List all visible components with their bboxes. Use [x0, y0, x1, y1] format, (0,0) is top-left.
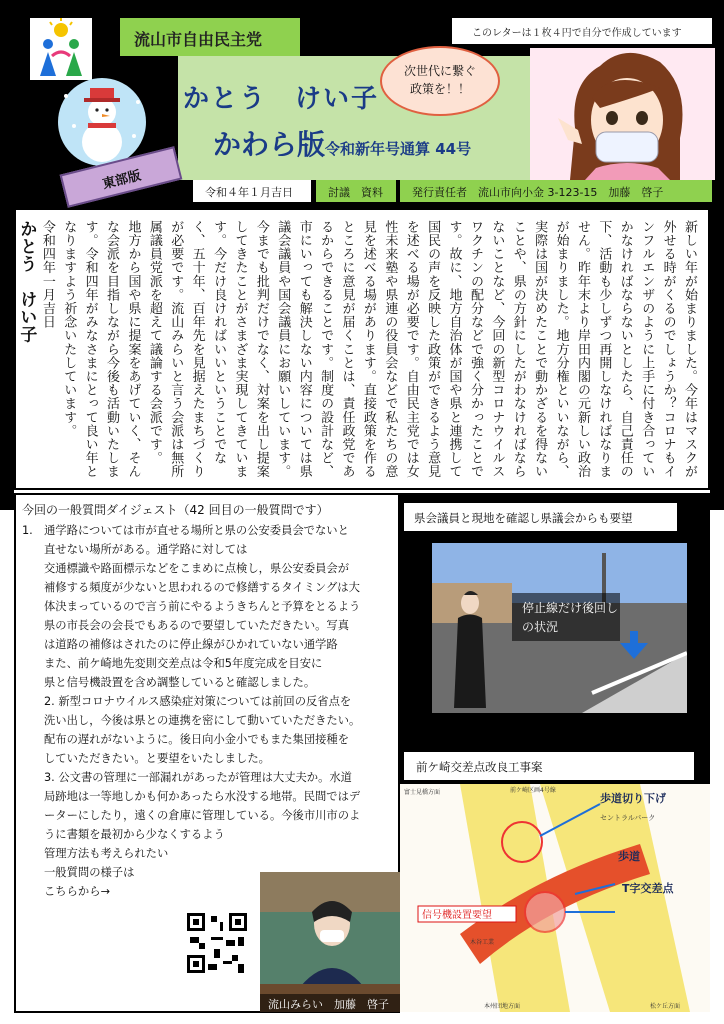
photo-caption: 県会議員と現地を確認し県議会からも要望 — [404, 503, 677, 531]
digest-line: 補修する頻度が少ないと思われるので修繕するタイミングは大 — [44, 581, 360, 594]
snowman-illustration — [54, 76, 150, 168]
digest-line: 県の市長会の会長でもあるので要望していただきたい。写真 — [44, 619, 350, 632]
digest-line: 一般質問の様子は — [44, 866, 135, 879]
digest-line: うに書類を最初から少なくするよう — [44, 828, 225, 841]
council-caption: 流山みらい 加藤 啓子 — [268, 998, 389, 1011]
map-label: T字交差点 — [622, 882, 674, 895]
speech-bubble — [380, 46, 500, 116]
digest-line: 直せない場所がある。通学路に対しては — [44, 543, 248, 556]
digest-line: また、前ケ崎地先変則交差点は令和5年度完成を目安に — [44, 657, 323, 670]
digest-line: 2. 新型コロナウイルス感染症対策については前回の反省点を — [44, 695, 352, 708]
party-logo — [30, 18, 92, 80]
digest-line: 3. 公文書の管理に一部漏れがあったが管理は大丈夫か。水道 — [44, 771, 352, 784]
council-photo — [260, 872, 405, 1012]
party-name: 流山市自由民主党 — [120, 18, 300, 56]
digest-line: は道路の補修はされたのに停止線がひかれていない通学路 — [44, 638, 338, 651]
map-label: 前ケ崎区画4号線 — [510, 787, 556, 794]
right-border — [710, 210, 724, 510]
digest-line: 県と信号機設置を含め調整していると確認しました。 — [44, 676, 316, 689]
bubble-line-1: 次世代に繋ぐ — [403, 64, 476, 78]
digest-line: 洗い出し，今後は県との連携を密にして動いていただきたい。 — [44, 714, 361, 727]
map-label: 木谷工業 — [470, 939, 495, 946]
digest-line: 管理方法も考えられたい — [44, 847, 169, 860]
newsletter-title — [213, 123, 471, 163]
digest-line: 体決まっているので言う前にやるようきちんと予算をとるよう — [44, 600, 361, 613]
newsletter-name: かわら版 — [213, 128, 326, 161]
digest-line: ーターにしたり，遠くの倉庫に管理している。今後市川市のよ — [44, 809, 361, 822]
message-paragraph-1: 新しい年が始まりました。今年はマスクが外せる時がくるのでしょうか？コロナもインフルエンザのように上手に付き合っていかなければならないとしたら、自己責任の下、活動も少しずつ再開しなければなりません。昨年末より岸田内閣の元新しい政治が始まりました。地方分権といいながら、実際は国が決めたことで動かざるを得ないことや、県の方針にしたがわなければならないことなど、今回の新型コロナウイルスワクチンの配分などで強く分かったことです。故に、地方自治体が国や県と連携して国民の声を反映した政策ができるよう意見を述べる場が必要です。自由民主党では女性未来塾や県連の役員会などで私たちの意見を述べる場があります。直接政策を作るところに意見が届くことは、責任政党であるからできることです。制度の設計など、市にいっても解決しない内容については県議会議員や国会議員にお願いしています。今までも批判だけでなく、対案を出し提案してきたことがさまざま実現してきていま す。今だけ良ければいいということでなく、五十年、百年先を見据えたまちづくりが必要です。流山みらいと言う会派は無所属議員党派を超えて議論する会派です。 — [146, 220, 697, 479]
photo-overlay-line-1: 停止線だけ後回し — [522, 601, 619, 615]
message-signature: かとう けい子 — [16, 220, 37, 344]
issue-date: 令和４年１月吉日 — [193, 180, 311, 202]
map-label: 信号機設置要望 — [422, 910, 492, 921]
digest-line: 1. 通学路については市が直せる場所と県の公安委員会でないと — [22, 524, 349, 537]
left-border — [0, 210, 14, 510]
message-paragraph-2: 地方から国や県に提案をあげていく、そんな会派を目指しながら今後も活動いたします。令和四年がみなさまにとって良い年となりますよう祈念いたしています。 — [61, 220, 141, 479]
digest-title: 今回の一般質問ダイジェスト（42 回目の一般質問です） — [22, 503, 329, 517]
portrait-illustration — [530, 48, 715, 180]
map-label: 歩道切り下げ — [600, 792, 666, 805]
bubble-line-2: 政策を！！ — [409, 82, 470, 96]
document-kind: 討議 資料 — [316, 180, 396, 202]
digest-line: していただきたい。と要望をいたしました。 — [44, 752, 270, 765]
digest-line: 配布の遅れがないように。後日向小金小でもまた集団接種を — [44, 733, 350, 746]
map-caption: 前ケ崎交差点改良工事案 — [404, 752, 694, 780]
message-date: 令和四年一月吉日 — [39, 220, 55, 329]
publisher-info: 発行責任者 流山市向小金 3-123-15 加藤 啓子 — [400, 180, 712, 202]
map-label: 本州団地方面 — [484, 1003, 521, 1010]
edition-ribbon: 東部版 — [60, 146, 183, 208]
new-year-message — [16, 220, 700, 482]
digest-line: 局跡地は一等地しかも何かあったら水没する地帯。民間ではデ — [44, 790, 361, 803]
digest-line: こちらから→ — [44, 885, 110, 898]
candidate-name: かとう けい子 — [183, 84, 380, 114]
digest-line: 交通標識や路面標示などをこまめに点検し，県公安委員会が — [44, 562, 350, 575]
map-label: 富士見橋方面 — [404, 789, 441, 796]
map-label: 歩道 — [618, 850, 640, 863]
map-label: 松ケ丘方面 — [650, 1003, 681, 1010]
road-photo — [432, 543, 687, 713]
cost-note: このレターは１枚４円で自分で作成しています — [452, 18, 712, 44]
qr-code[interactable] — [184, 910, 250, 976]
intersection-plan — [400, 784, 710, 1012]
map-label: セントラルパーク — [600, 814, 656, 822]
photo-overlay-line-2: の状況 — [522, 620, 559, 634]
issue-label: 令和新年号通算 44号 — [325, 140, 472, 158]
